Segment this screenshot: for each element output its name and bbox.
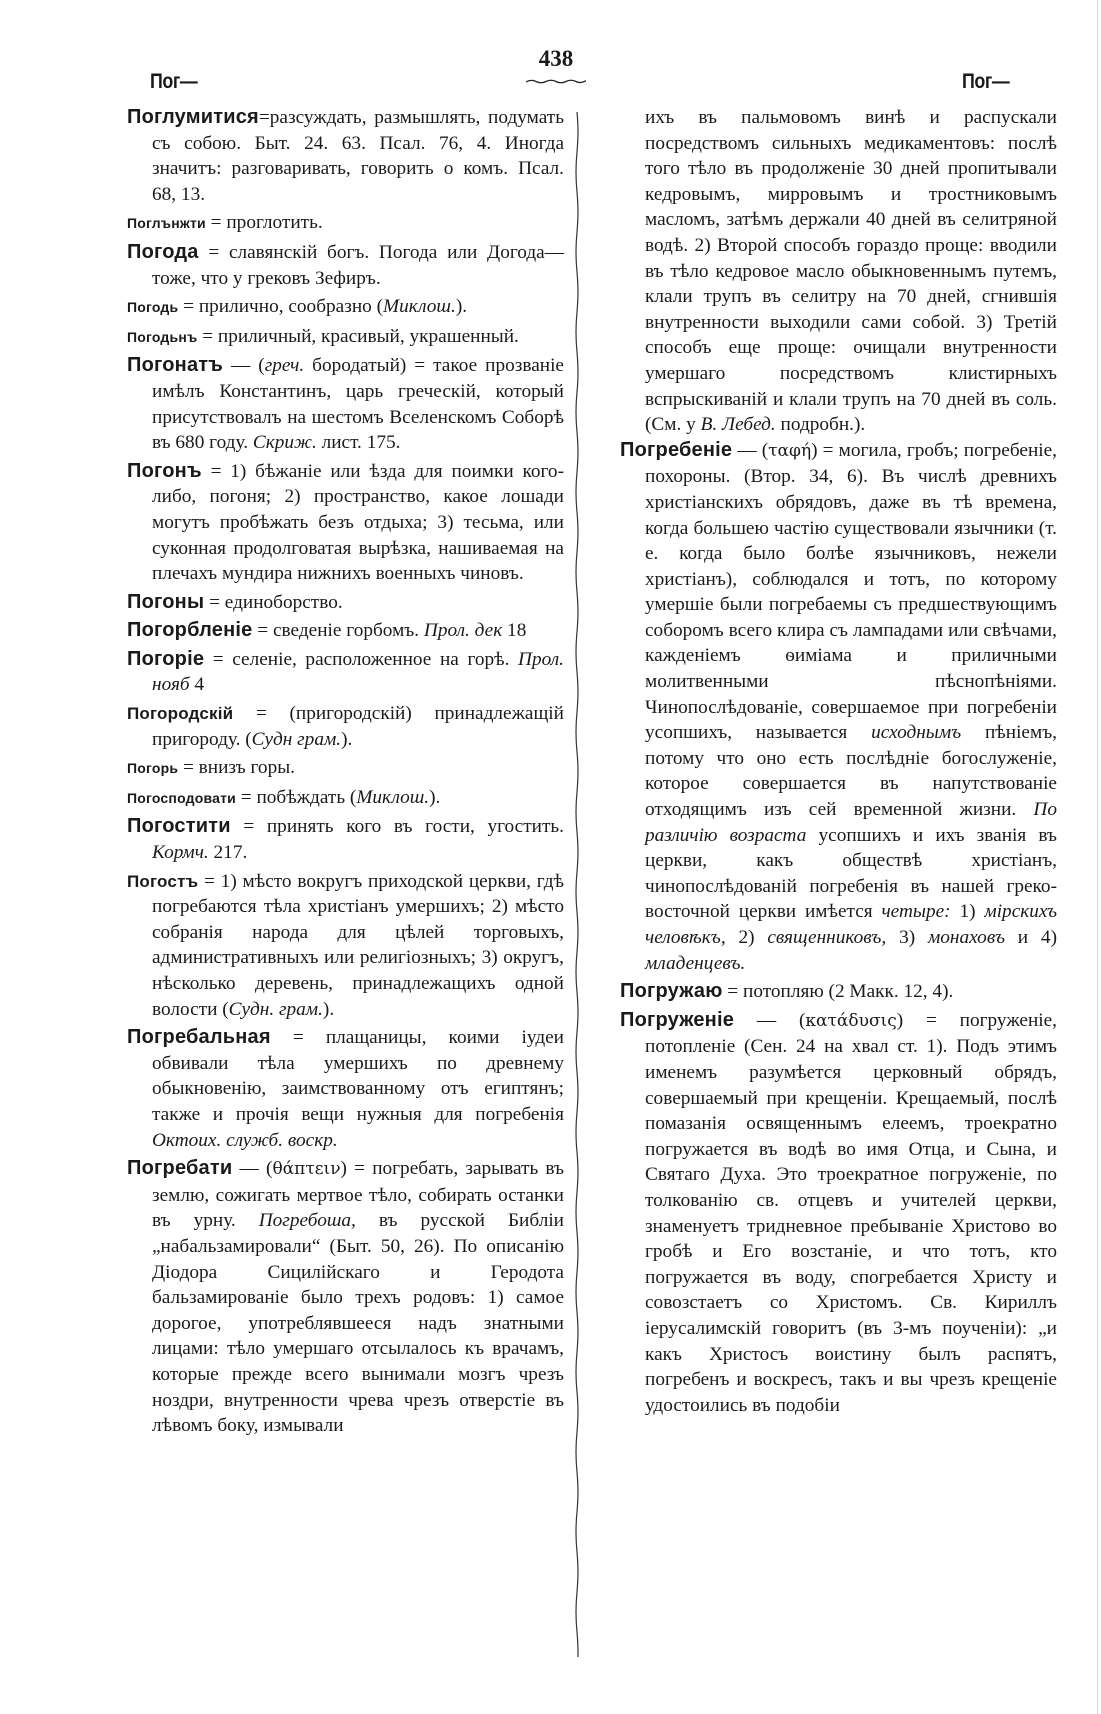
dictionary-entry (127, 240, 564, 291)
definition-text: = сведеніе горбомъ. (252, 620, 424, 642)
greek-term: θάπτειν (272, 1159, 341, 1180)
definition-text: 1) (950, 901, 985, 923)
citation-italic: греч. (264, 355, 305, 377)
definition-text: = селеніе, расположенное на горѣ. (204, 648, 519, 670)
citation-italic: В. Лебед. (700, 414, 776, 436)
citation-italic: Октоих. служб. воскр. (152, 1129, 338, 1151)
dictionary-entry (127, 210, 564, 237)
definition-text: = внизъ горы. (178, 757, 295, 779)
dictionary-entry (127, 618, 564, 644)
entry-headword: Погодь (127, 299, 179, 316)
dictionary-entry (127, 814, 564, 865)
citation-italic: Прол. нояб (152, 648, 564, 696)
dictionary-entry (127, 1156, 564, 1439)
dictionary-entry (620, 1008, 1057, 1419)
citation-italic: Миклош. (356, 786, 430, 808)
definition-text: = славянскій богъ. Погода или Догода—тоже, что у грековъ Зефиръ. (152, 241, 564, 289)
definition-text: = 1) бѣжаніе или ѣзда для поимки кого-либо, погоня; 2) пространство, какое лошади могутъ пробѣжать безъ отдыха; 3) тесьма, или суконная продолговатая вырѣзка, нашиваемая на плечахъ мундира нижнихъ военныхъ чиновъ. (152, 460, 564, 585)
citation-italic: Кормч. (152, 842, 209, 864)
definition-text: — ( (223, 355, 265, 377)
entry-headword: Погода (127, 240, 199, 263)
definition-text: = единоборство. (204, 591, 343, 613)
definition-text: въ русской Библіи „набальзамировали“ (Быт. 50, 26). По описанію Діодора Сицилійскаго и Геродота бальзамированіе было трехъ родовъ: 1) самое дорогое, употреблявшееся надъ знатными лицами: тѣло умершаго отсылалось къ врачамъ, которые прежде всего вынимали мозгъ чрезъ ноздри, внутренности чрева чрезъ отверстіе въ лѣвомъ боку, измывали (152, 1210, 564, 1437)
citation-italic: священниковъ, (767, 927, 887, 948)
dictionary-entry (620, 438, 1057, 976)
definition-text: ) = погруженіе, потопленіе (Сен. 24 на хвал ст. 1). Подъ этимъ именемъ разумѣется церковный обрядъ, совершаемый при крещеніи. Крещаемый, послѣ помазанія освященнымъ елеемъ, троекратно погружается въ водѣ во имя Отца, и Сына, и Святаго Духа. Это троекратное погруженіе, по толкованію св. отцевъ и учителей церкви, знаменуетъ тридневное пребываніе Христово во гробѣ и Его возстаніе, и что тотъ, кто погружается въ воду, спогребается Христу и совозстаетъ со Христомъ. Св. Кириллъ іерусалимскій говоритъ (въ 3-мъ поученіи): „и какъ Христосъ воистину былъ распятъ, погребенъ и воскресъ, такъ и вы чрезъ крещеніе удостоились въ подобіи (645, 1009, 1057, 1416)
citation-italic: Судн. грам. (228, 998, 323, 1020)
entry-headword: Поглумитися (127, 106, 259, 128)
definition-text: = принять кого въ гости, угостить. (230, 816, 564, 838)
definition-text: = побѣждать ( (235, 786, 357, 808)
entry-headword: Погодьнъ (127, 328, 198, 345)
dictionary-entry (620, 979, 1057, 1005)
dictionary-entry (127, 755, 564, 782)
definition-text: = проглотить. (205, 212, 323, 234)
entry-headword: Поглънжти (127, 215, 206, 232)
definition-text: = плащаницы, коими іудеи обвивали тѣла умершихъ по древнему обыкновенію, заимствованному отъ египтянъ; также и прочія вещи нужныя для погребенія (152, 1027, 564, 1125)
entry-headword: Погостити (127, 815, 231, 838)
entry-headword: Погонатъ (127, 354, 224, 377)
definition-text: = приличный, красивый, украшенный. (197, 325, 519, 347)
citation-italic: младенцевъ. (645, 952, 746, 974)
definition-text: ) = могила, гробъ; погребеніе, похороны. (Втор. 34, 6). Въ числѣ древнихъ христіанскихъ обрядовъ, даже въ тѣ времена, когда большею частію существовали язычники (т. е. когда было болѣе язычниковъ, нежели христіанъ), соблюдался и тотъ, по которому умершіе были погребаемы съ предшествующимъ соборомъ всего клира съ лампадами или свѣчами, кажденіемъ ѳиміама и приличными молитвенными пѣснопѣніями. Чинопослѣдованіе, совершаемое при погребеніи усопшихъ, называется (645, 439, 1058, 744)
definition-text: усопшихъ и ихъ званія въ церкви, какъ обществѣ христіанъ, чинопослѣдованій погребенія въ нашей греко-восточной церкви имѣется (645, 824, 1057, 923)
dictionary-entry (127, 105, 564, 207)
dictionary-entry (127, 785, 564, 812)
entry-headword: Погружаю (620, 980, 723, 1003)
entry-headword: Погоріе (127, 647, 205, 670)
scan-edge-line (1097, 0, 1098, 1714)
citation-italic: исходнымъ (871, 722, 962, 744)
citation-italic: четыре: (881, 901, 951, 923)
citation-italic: Прол. дек (423, 620, 503, 642)
dictionary-entry (127, 294, 564, 321)
left-column (127, 105, 564, 1442)
definition-text: = 1) мѣсто вокругъ приходской церкви, гдѣ погребаются тѣла христіанъ умершихъ; 2) мѣсто собранія народа для цѣлей торговыхъ, административныхъ или религіозныхъ; 3) округъ, нѣсколько деревень, принадлежащихъ одной волости ( (152, 870, 564, 1020)
definition-text: — ( (732, 439, 769, 461)
definition-text: пѣніемъ, потому что оно есть послѣдніе богослуженіе, которое совершается въ напутствованіе отходящимъ изъ сей временной жизни. (645, 722, 1057, 821)
definition-text: ). (322, 998, 335, 1020)
entry-headword: Погребальная (127, 1026, 271, 1049)
dictionary-entry (127, 324, 564, 351)
entry-headword: Погруженіе (620, 1008, 735, 1031)
dictionary-entry (127, 647, 564, 698)
right-column (620, 105, 1057, 1421)
definition-text: и 4) (1004, 927, 1057, 948)
dictionary-entry (127, 459, 564, 587)
definition-text: = потопляю (2 Макк. 12, 4). (722, 981, 954, 1003)
citation-italic: По различію возраста (645, 799, 1057, 846)
definition-text: 2) (725, 927, 768, 948)
citation-italic: мірскихъ человѣкъ, (645, 901, 1057, 948)
entry-headword: Погосподовати (127, 789, 236, 806)
dictionary-entry (127, 1025, 564, 1153)
definition-text: лист. 175. (316, 432, 401, 454)
definition-text: ). (455, 296, 468, 318)
definition-text: 217. (208, 842, 248, 864)
citation-italic: монаховъ (927, 927, 1005, 948)
entry-headword: Погонъ (127, 459, 202, 482)
dictionary-entry (127, 353, 564, 455)
dictionary-entry (127, 869, 564, 1023)
greek-term: ταφή (768, 440, 812, 461)
definition-text: ) = погребать, зарывать въ землю, сожигать мертвое тѣло, собирать останки въ урну. (152, 1158, 565, 1232)
running-head-right: Пог— (962, 70, 1010, 93)
definition-text: ихъ въ пальмовомъ винѣ и распускали посредствомъ сильныхъ медикаментовъ: послѣ того тѣло въ продолженіе 30 дней пропитывали кедровымъ, мирровымъ и тростниковымъ масломъ, затѣмъ держали 40 дней въ селитряной водѣ. 2) Второй способъ гораздо проще: вводили въ тѣло кедровое масло обыкновеннымъ путемъ, клали трупъ въ селитру на 70 дней, сгнившія внутренности выходили сами собой. 3) Третій способъ еще проще: очищали внутренности умершаго посредствомъ клистирныхъ вспрыскиваній и клали трупъ на 70 дней въ соль. (См. у (645, 107, 1057, 436)
definition-text: ). (341, 728, 353, 750)
definition-text: бородатый) = такое прозваніе имѣлъ Константинъ, царь греческій, который присутствовалъ на шестомъ Вселенскомъ Соборѣ въ 680 году. (152, 355, 564, 454)
definition-text: 4 (189, 674, 205, 696)
citation-italic: Скриж. (252, 432, 317, 454)
definition-text: — ( (232, 1158, 273, 1180)
entry-headword: Погребеніе (620, 438, 733, 461)
citation-italic: Погребоша, (258, 1210, 356, 1232)
definition-text: =разсуждать, размышлять, подумать съ собою. Быт. 24. 63. Псал. 76, 4. Иногда значитъ: разговаривать, говорить о комъ. Псал. 68, 13. (152, 107, 564, 205)
entry-headword: Погородскій (127, 704, 234, 724)
entry-headword: Погоны (127, 590, 205, 613)
page-number: 438 (538, 46, 574, 71)
entry-headword: Погорь (127, 760, 179, 777)
entry-headword: Погорбленіе (127, 619, 253, 642)
definition-text: = прилично, сообразно ( (178, 296, 384, 318)
citation-italic: Судн грам. (251, 728, 342, 750)
running-head-left: Пог— (150, 70, 198, 93)
definition-text: 18 (502, 620, 527, 642)
continued-entry-text (620, 105, 1057, 438)
definition-text: — ( (734, 1009, 806, 1031)
entry-headword: Погребати (127, 1157, 233, 1180)
dictionary-entry (127, 590, 564, 616)
dictionary-entry (127, 701, 564, 752)
definition-text: = (пригородскій) принадлежащій пригороду. ( (152, 703, 564, 750)
citation-italic: Миклош. (383, 296, 456, 318)
definition-text: ). (429, 786, 441, 808)
page-number-wavy-rule (526, 78, 586, 84)
definition-text: подробн.). (775, 414, 866, 436)
greek-term: κατάδυσις (805, 1010, 897, 1031)
entry-headword: Погостъ (127, 871, 199, 891)
definition-text: 3) (886, 927, 928, 948)
column-divider (570, 112, 584, 1657)
